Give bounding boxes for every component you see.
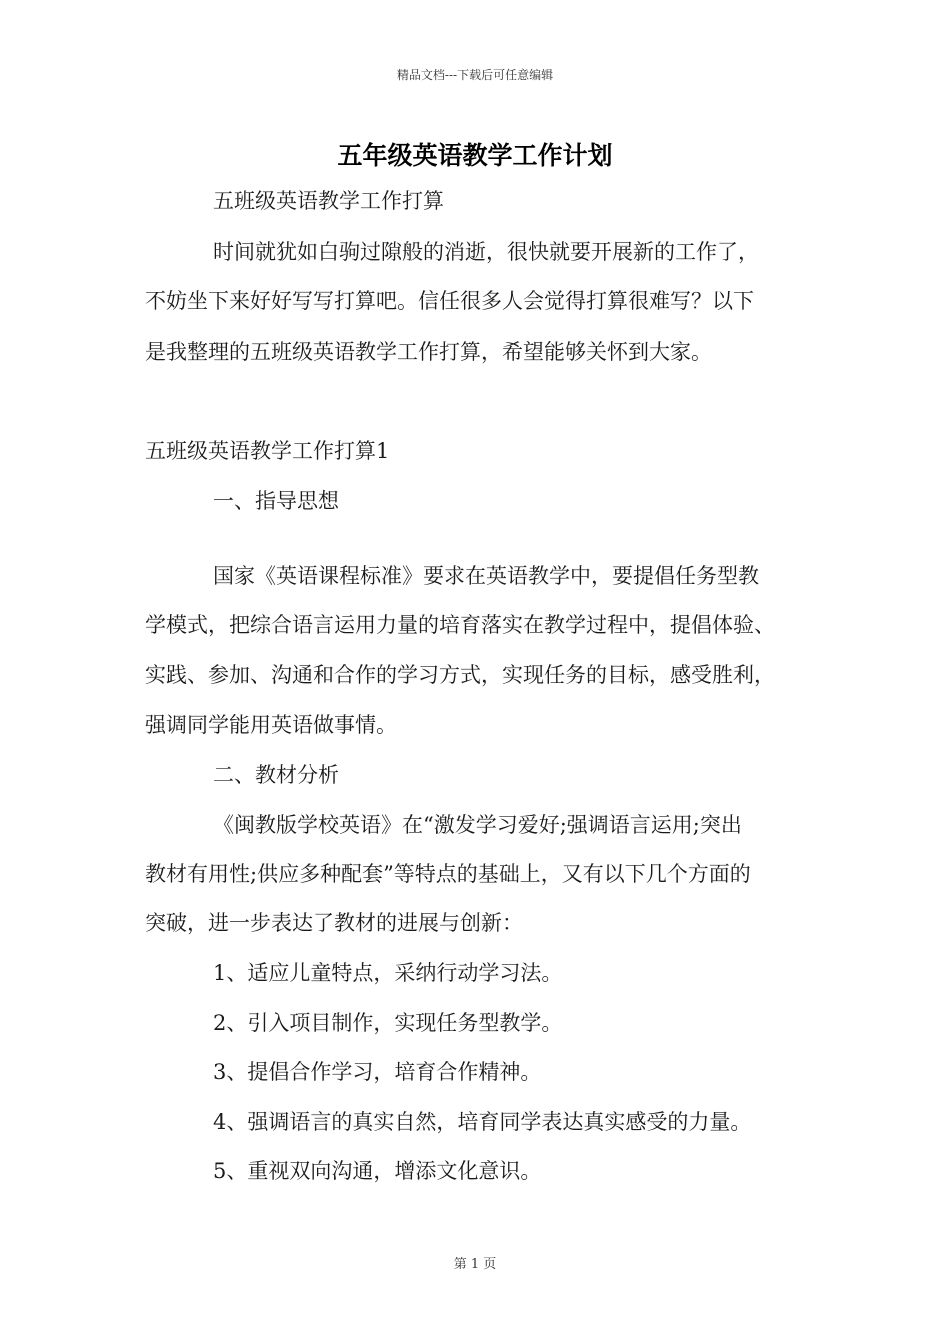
heading-textbook-analysis: 二、教材分析: [213, 763, 339, 787]
para-1-line-2: 学模式，把综合语言运用力量的培育落实在教学过程中，提倡体验、: [145, 613, 775, 637]
list-item: 3、提倡合作学习，培育合作精神。: [213, 1060, 542, 1084]
para-1-line-1: 国家《英语课程标准》要求在英语教学中，要提倡任务型教: [213, 564, 759, 588]
header-note: 精品文档---下载后可任意编辑: [396, 68, 554, 82]
para-1-line-4: 强调同学能用英语做事情。: [145, 713, 397, 737]
intro-line-1: 时间就犹如白驹过隙般的消逝，很快就要开展新的工作了，: [213, 240, 759, 264]
list-item: 5、重视双向沟通，增添文化意识。: [213, 1159, 542, 1183]
intro-line-3: 是我整理的五班级英语教学工作打算，希望能够关怀到大家。: [145, 340, 712, 364]
para-2-line-2: 教材有用性;供应多种配套”等特点的基础上，又有以下几个方面的: [145, 862, 751, 886]
document-subtitle: 五班级英语教学工作打算: [213, 189, 444, 213]
intro-line-2: 不妨坐下来好好写写打算吧。信任很多人会觉得打算很难写？以下: [145, 289, 754, 313]
list-item: 4、强调语言的真实自然，培育同学表达真实感受的力量。: [213, 1110, 752, 1134]
para-1-line-3: 实践、参加、沟通和合作的学习方式，实现任务的目标，感受胜利，: [145, 663, 775, 687]
para-2-line-1: 《闽教版学校英语》在“激发学习爱好;强调语言运用;突出: [213, 813, 742, 837]
heading-guiding-thought: 一、指导思想: [213, 489, 339, 513]
section-title: 五班级英语教学工作打算1: [145, 439, 390, 463]
para-2-line-3: 突破，进一步表达了教材的进展与创新：: [145, 911, 523, 935]
list-item: 1、适应儿童特点，采纳行动学习法。: [213, 961, 563, 985]
document-title: 五年级英语教学工作计划: [337, 141, 613, 170]
page-number: 第 1 页: [453, 1257, 497, 1272]
list-item: 2、引入项目制作，实现任务型教学。: [213, 1011, 563, 1035]
